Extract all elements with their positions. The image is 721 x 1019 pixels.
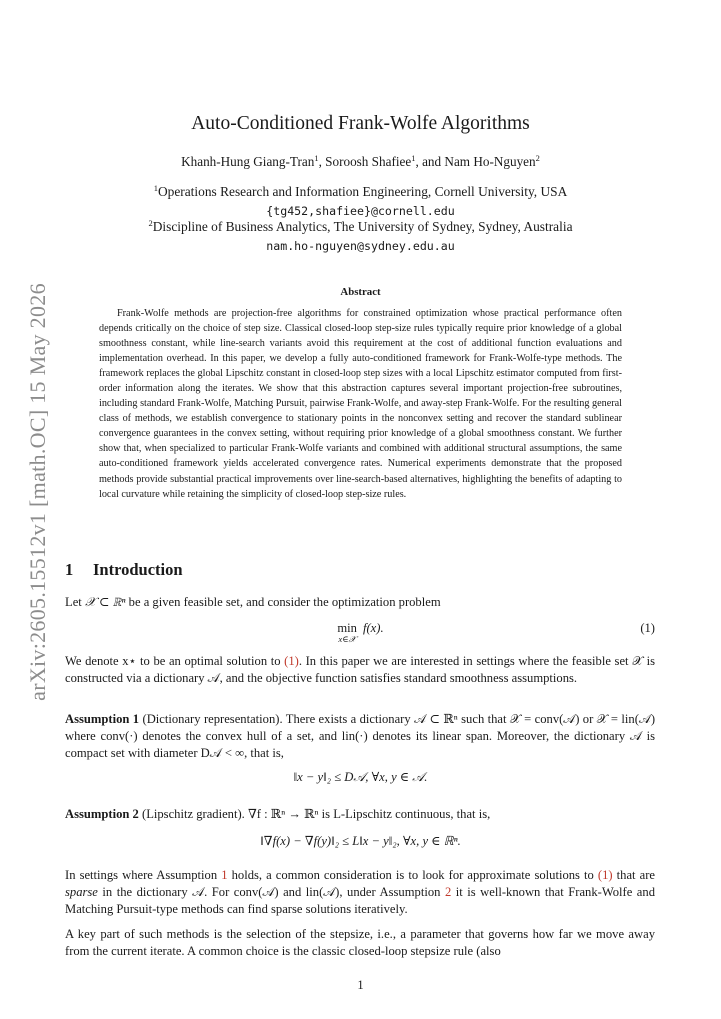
- affiliation-2: [0, 219, 721, 235]
- equation-lipschitz: ‖∇f(x) − ∇f(y)‖₂ ≤ L‖x − y‖₂, ∀x, y ∈ ℝⁿ.: [260, 834, 461, 848]
- intro-paragraph-4: A key part of such methods is the selection of the stepsize, i.e., a parameter that governs how far we move away from the current iterate. A common choice is the classic closed-loop stepsize rule (also: [65, 927, 655, 958]
- equation-1: [0, 621, 721, 643]
- page-number: 1: [357, 978, 364, 992]
- affiliation-email-1: {tg452,shafiee}@cornell.edu: [266, 204, 455, 218]
- text-run: . In this paper we are interested in settings where the feasible set 𝒳 is constructed via a dictionary 𝒜, and the objective function satisfies standard smoothness assumptions.: [65, 654, 655, 685]
- operator-subscript: x∈𝒳: [338, 634, 356, 644]
- abstract-body: Frank-Wolfe methods are projection-free algorithms for constrained optimization whose practical performance often depends critically on the choice of step size. Classical closed-loop step-size rules typically require prior knowledge of a global smoothness constant, while line-search variants avoid this requirement at the cost of additional function evaluations and implementation overhead. In this paper, we develop a fully auto-conditioned framework for Frank-Wolfe-type methods. The framework replaces the global Lipschitz constant in closed-loop step sizes with a local Lipschitz estimator computed from first-order information along the iterates. We show that this abstraction captures several important projection-free subroutines, including standard Frank-Wolfe, Matching Pursuit, pairwise Frank-Wolfe, and away-step Frank-Wolfe. For the resulting general class of methods, we establish convergence to stationary points in the nonconvex setting and recover the standard sublinear convergence guarantees in the convex setting, without requiring prior knowledge of a global smoothness constant. We further show that, when specialized to particular Frank-Wolfe variants and combined with additional structural assumptions, the same auto-conditioned framework yields accelerated convergence rates. Numerical experiments demonstrate that the proposed methods provide substantial practical improvements over line-search-based alternatives, highlighting the benefits of adapting to local curvature while retaining the simplicity of closed-loop step-size rules.: [99, 308, 622, 500]
- emphasis-text: sparse: [65, 884, 98, 899]
- equation-ref-link[interactable]: (1): [284, 654, 299, 668]
- assumption-ref-link[interactable]: 1: [221, 868, 228, 882]
- text-run: In settings where Assumption: [65, 868, 222, 882]
- assumption-ref-link[interactable]: 2: [444, 884, 452, 899]
- intro-paragraph-2: [65, 653, 655, 687]
- affiliation-1: [0, 184, 721, 200]
- min-operator: [337, 621, 357, 643]
- intro-paragraph-3: [65, 867, 655, 917]
- math-inline: 𝒳 ⊂ ℝⁿ: [84, 595, 126, 609]
- affiliation-mark: 1: [153, 183, 158, 193]
- abstract-heading: Abstract: [340, 286, 381, 298]
- author-name: Khanh-Hung Giang-Tran: [181, 154, 315, 169]
- text-run: that are: [612, 868, 655, 882]
- author-affil-mark: 1: [411, 153, 416, 163]
- section-title: Introduction: [93, 560, 183, 579]
- author-name: Soroosh Shafiee: [325, 154, 412, 169]
- paper-title: Auto-Conditioned Frank-Wolfe Algorithms: [191, 113, 530, 134]
- assumption-2: [65, 806, 655, 823]
- affiliation-text: Discipline of Business Analytics, The University of Sydney, Sydney, Australia: [152, 219, 573, 234]
- assumption-text: ∇f : ℝⁿ → ℝⁿ is L-Lipschitz continuous, that is,: [247, 807, 491, 821]
- assumption-label: Assumption 1: [65, 712, 140, 726]
- author-separator: , and: [415, 154, 445, 169]
- operator-name: min: [337, 621, 357, 635]
- equation-body: f(x).: [362, 621, 384, 635]
- text-run: be a given feasible set, and consider the optimization problem: [125, 595, 441, 609]
- text-run: We denote x⋆ to be an optimal solution to: [65, 654, 285, 668]
- equation-ref-link[interactable]: (1): [597, 868, 613, 882]
- section-heading: [65, 560, 183, 580]
- assumption-label: Assumption 2: [65, 807, 139, 821]
- author-separator: ,: [318, 154, 326, 169]
- author-list: [0, 154, 721, 170]
- author-name: Nam Ho-Nguyen: [444, 154, 536, 169]
- arxiv-identifier: arXiv:2605.15512v1 [math.OC] 15 May 2026: [25, 283, 50, 701]
- text-run: in the dictionary 𝒜. For conv(𝒜) and lin(𝒜), under Assumption: [97, 884, 445, 899]
- intro-paragraph-1: [65, 594, 655, 611]
- affiliation-text: Operations Research and Information Engineering, Cornell University, USA: [157, 184, 568, 199]
- text-run: Let: [65, 595, 85, 609]
- author-affil-mark: 2: [535, 153, 540, 163]
- equation-diameter: ‖x − y‖₂ ≤ D𝒜, ∀x, y ∈ 𝒜.: [293, 770, 428, 784]
- affiliation-mark: 2: [148, 218, 153, 228]
- affiliation-email-2: nam.ho-nguyen@sydney.edu.au: [266, 239, 455, 253]
- equation-number: (1): [640, 621, 655, 635]
- assumption-text: There exists a dictionary 𝒜 ⊂ ℝⁿ such that 𝒳 = conv(𝒜) or 𝒳 = lin(𝒜) where conv(·) denotes the convex hull of a set, and lin(·) denotes its linear span. Moreover, the dictionary 𝒜 is compact set with diameter D𝒜 < ∞, that is,: [65, 712, 656, 760]
- author-affil-mark: 1: [314, 153, 319, 163]
- section-number: 1: [65, 560, 74, 579]
- text-run: holds, a common consideration is to look for approximate solutions to: [227, 868, 598, 882]
- assumption-name: (Lipschitz gradient).: [142, 807, 245, 821]
- assumption-name: (Dictionary representation).: [142, 712, 283, 726]
- assumption-1: [65, 711, 655, 761]
- text-run: it is well-known that Frank-Wolfe and Matching Pursuit-type methods can find sparse solutions iteratively.: [65, 884, 655, 916]
